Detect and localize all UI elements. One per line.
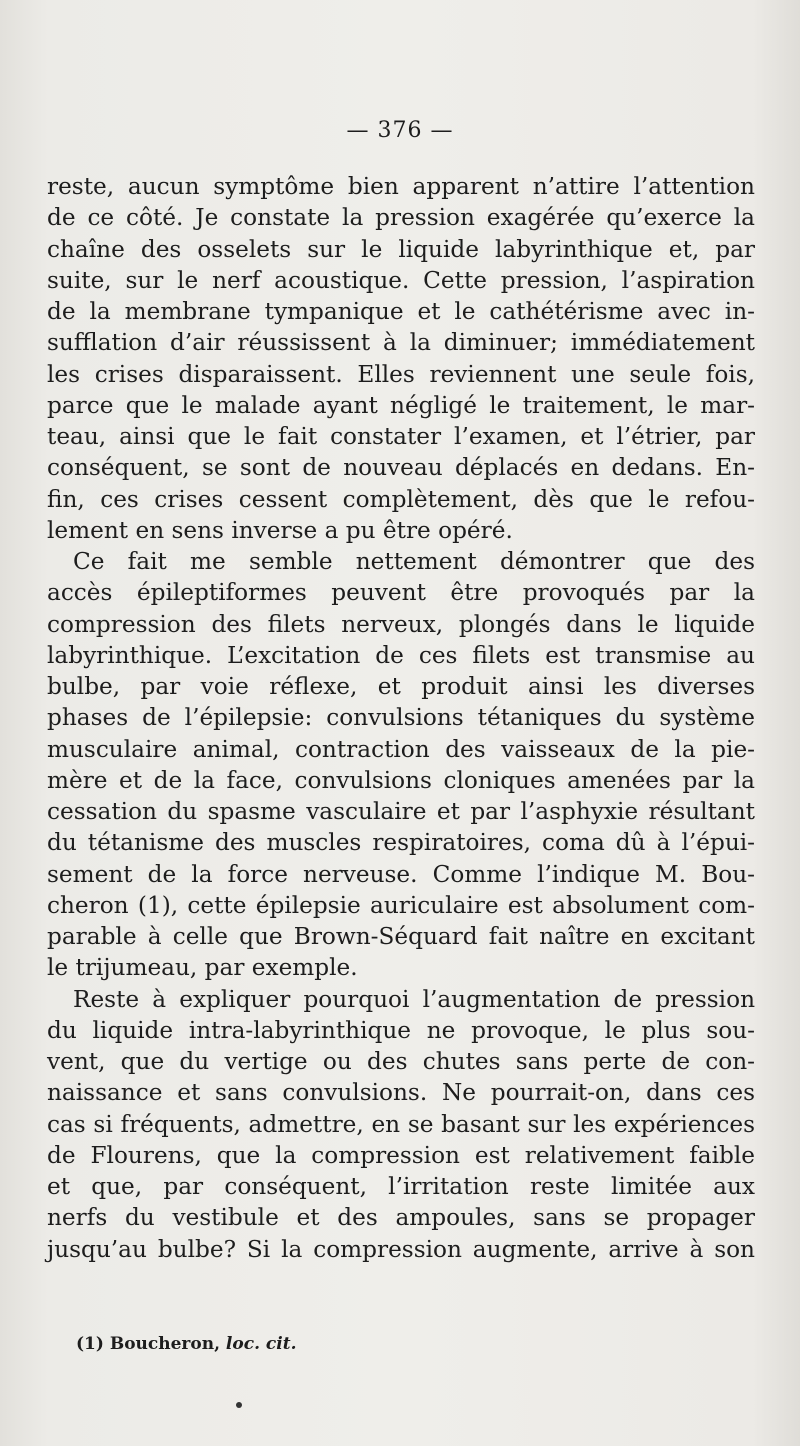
paragraph-3	[47, 984, 755, 1265]
text-line: mère et de la face, convulsions cloniques amenées par la	[47, 766, 755, 794]
text-line: cessation du spasme vasculaire et par l’asphyxie résultant	[47, 798, 755, 825]
text-line: de Flourens, que la compression est relativement faible	[47, 1141, 755, 1169]
paragraph-1	[47, 171, 755, 546]
text-line: parable à celle que Brown-Séquard fait naître en excitant	[47, 923, 755, 950]
text-line: conséquent, se sont de nouveau déplacés en dedans. En-	[47, 454, 755, 482]
text-line: cheron (1), cette épilepsie auriculaire est absolument com-	[47, 891, 755, 919]
text-line: chaîne des osselets sur le liquide labyrinthique et, par	[47, 235, 755, 263]
footnote	[76, 1334, 297, 1354]
text-line: suite, sur le nerf acoustique. Cette pression, l’aspiration	[47, 266, 755, 294]
text-line: Ce fait me semble nettement démontrer que des	[73, 548, 755, 575]
ink-speck	[236, 1402, 242, 1408]
footnote-citation: loc. cit.	[225, 1334, 297, 1354]
text-line: sement de la force nerveuse. Comme l’indique M. Bou-	[47, 860, 755, 888]
text-line: nerfs du vestibule et des ampoules, sans se propager	[47, 1204, 755, 1232]
text-line: Reste à expliquer pourquoi l’augmentation de pression	[73, 985, 755, 1013]
text-line: naissance et sans convulsions. Ne pourrait-on, dans ces	[47, 1079, 755, 1107]
text-line: cas si fréquents, admettre, en se basant sur les expériences	[47, 1110, 755, 1138]
text-line: lement en sens inverse a pu être opéré.	[47, 516, 513, 544]
footnote-reference: (1) Boucheron,	[76, 1334, 226, 1354]
text-line: du liquide intra-labyrinthique ne provoque, le plus sou-	[47, 1016, 755, 1044]
text-line: musculaire animal, contraction des vaisseaux de la pie-	[47, 735, 755, 763]
text-line: fin, ces crises cessent complètement, dès que le refou-	[47, 485, 755, 513]
text-line: sufflation d’air réussissent à la diminuer; immédiatement	[47, 329, 755, 357]
text-line: compression des filets nerveux, plongés dans le liquide	[47, 610, 755, 638]
text-line: et que, par conséquent, l’irritation reste limitée aux	[47, 1173, 755, 1200]
body-text	[47, 171, 755, 1265]
text-line: de la membrane tympanique et le cathétérisme avec in-	[47, 298, 755, 325]
text-line: reste, aucun symptôme bien apparent n’attire l’attention	[47, 173, 755, 200]
text-line: le trijumeau, par exemple.	[47, 954, 358, 982]
text-line: du tétanisme des muscles respiratoires, coma dû à l’épui-	[47, 829, 755, 857]
text-line: de ce côté. Je constate la pression exagérée qu’exerce la	[47, 204, 755, 232]
text-line: accès épileptiformes peuvent être provoqués par la	[47, 579, 755, 607]
text-line: jusqu’au bulbe? Si la compression augmente, arrive à son	[47, 1235, 755, 1263]
text-line: les crises disparaissent. Elles reviennent une seule fois,	[47, 360, 755, 388]
text-line: bulbe, par voie réflexe, et produit ainsi les diverses	[47, 673, 755, 700]
text-line: labyrinthique. L’excitation de ces filets est transmise au	[47, 641, 755, 669]
page-number: — 376 —	[346, 118, 454, 143]
text-line: vent, que du vertige ou des chutes sans perte de con-	[47, 1048, 755, 1075]
text-line: parce que le malade ayant négligé le traitement, le mar-	[47, 391, 755, 419]
paragraph-2	[47, 546, 755, 984]
text-line: teau, ainsi que le fait constater l’examen, et l’étrier, par	[47, 423, 755, 450]
text-line: phases de l’épilepsie: convulsions tétaniques du système	[47, 704, 755, 732]
